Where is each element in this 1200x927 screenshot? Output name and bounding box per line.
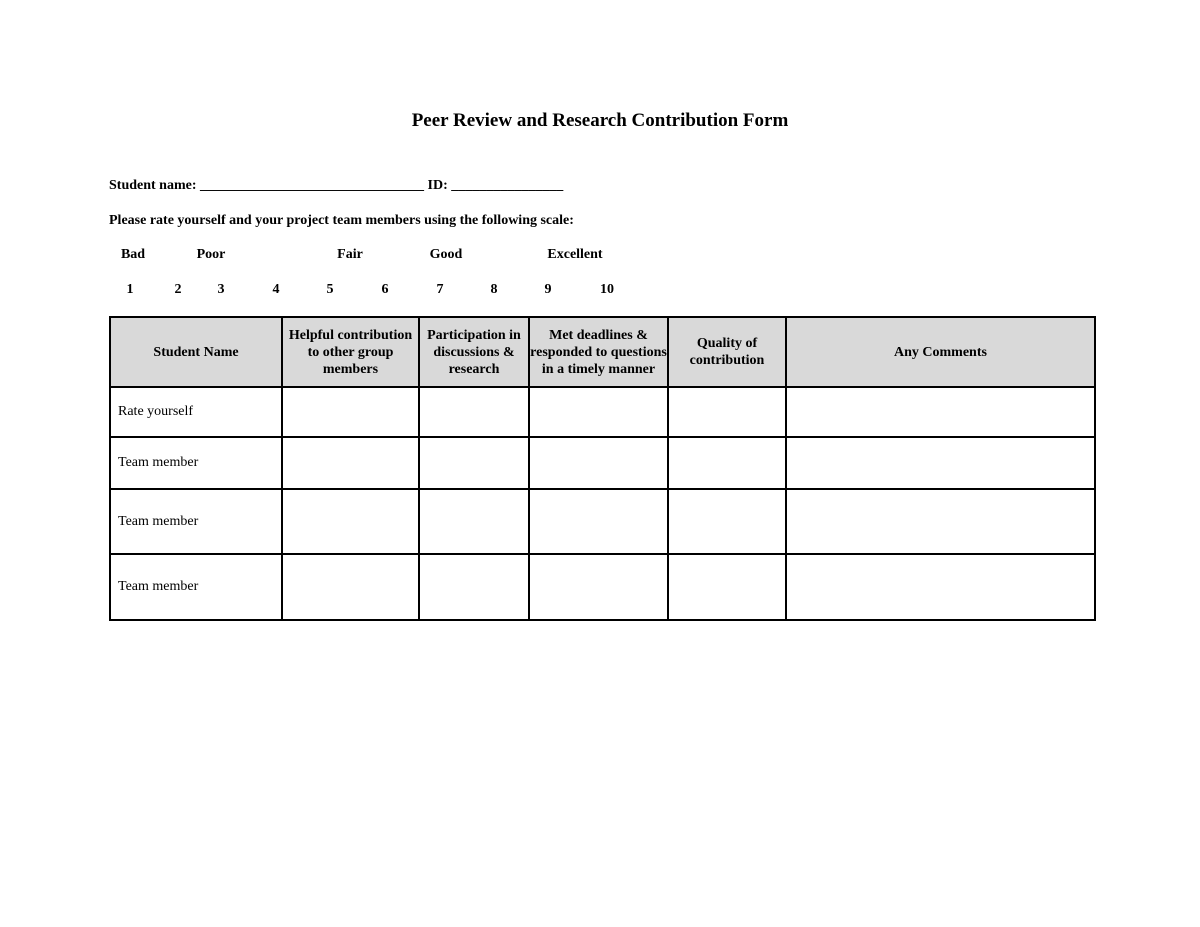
scale-label-fair: Fair — [337, 247, 363, 262]
scale-label-bad: Bad — [120, 247, 146, 262]
table-header-row — [110, 317, 1095, 387]
row-label: Team member — [110, 489, 282, 554]
rating-cell-quality[interactable] — [668, 554, 786, 620]
rating-cell-helpful[interactable] — [282, 554, 419, 620]
column-header-student-name: Student Name — [110, 317, 282, 387]
scale-number: 10 — [600, 282, 614, 297]
rating-cell-deadlines[interactable] — [529, 437, 668, 489]
scale-number: 7 — [436, 282, 444, 297]
scale-number: 4 — [272, 282, 280, 297]
scale-number: 9 — [544, 282, 552, 297]
row-label: Team member — [110, 554, 282, 620]
comments-cell[interactable] — [786, 554, 1095, 620]
comments-cell[interactable] — [786, 489, 1095, 554]
rating-cell-quality[interactable] — [668, 437, 786, 489]
scale-label-excellent: Excellent — [547, 247, 603, 262]
table-row — [110, 387, 1095, 437]
table-row — [110, 437, 1095, 489]
table-row — [110, 489, 1095, 554]
rating-cell-participation[interactable] — [419, 437, 529, 489]
rating-cell-participation[interactable] — [419, 387, 529, 437]
scale-number: 2 — [174, 282, 182, 297]
rating-cell-helpful[interactable] — [282, 489, 419, 554]
column-header-participation: Participation in discussions & research — [419, 317, 529, 387]
comments-cell[interactable] — [786, 387, 1095, 437]
scale-label-good: Good — [429, 247, 463, 262]
student-name-id-line[interactable]: Student name: ________________________________ ID: ________________ — [109, 178, 564, 193]
scale-label-poor: Poor — [196, 247, 226, 262]
rating-cell-helpful[interactable] — [282, 387, 419, 437]
comments-cell[interactable] — [786, 437, 1095, 489]
page-title: Peer Review and Research Contribution Form — [411, 110, 789, 131]
row-label: Rate yourself — [110, 387, 282, 437]
rating-cell-participation[interactable] — [419, 489, 529, 554]
rating-cell-quality[interactable] — [668, 387, 786, 437]
peer-review-table — [109, 316, 1096, 621]
rating-cell-participation[interactable] — [419, 554, 529, 620]
rating-cell-deadlines[interactable] — [529, 554, 668, 620]
column-header-met-deadlines: Met deadlines & responded to questions in a timely manner — [529, 317, 668, 387]
table-row — [110, 554, 1095, 620]
rating-instruction: Please rate yourself and your project team members using the following scale: — [109, 213, 574, 228]
scale-number: 3 — [217, 282, 225, 297]
scale-number: 5 — [326, 282, 334, 297]
scale-number: 8 — [490, 282, 498, 297]
column-header-quality: Quality of contribution — [668, 317, 786, 387]
row-label: Team member — [110, 437, 282, 489]
rating-cell-deadlines[interactable] — [529, 387, 668, 437]
scale-number: 6 — [381, 282, 389, 297]
rating-cell-quality[interactable] — [668, 489, 786, 554]
column-header-comments: Any Comments — [786, 317, 1095, 387]
column-header-helpful-contribution: Helpful contribution to other group members — [282, 317, 419, 387]
rating-cell-helpful[interactable] — [282, 437, 419, 489]
scale-number: 1 — [126, 282, 134, 297]
rating-cell-deadlines[interactable] — [529, 489, 668, 554]
